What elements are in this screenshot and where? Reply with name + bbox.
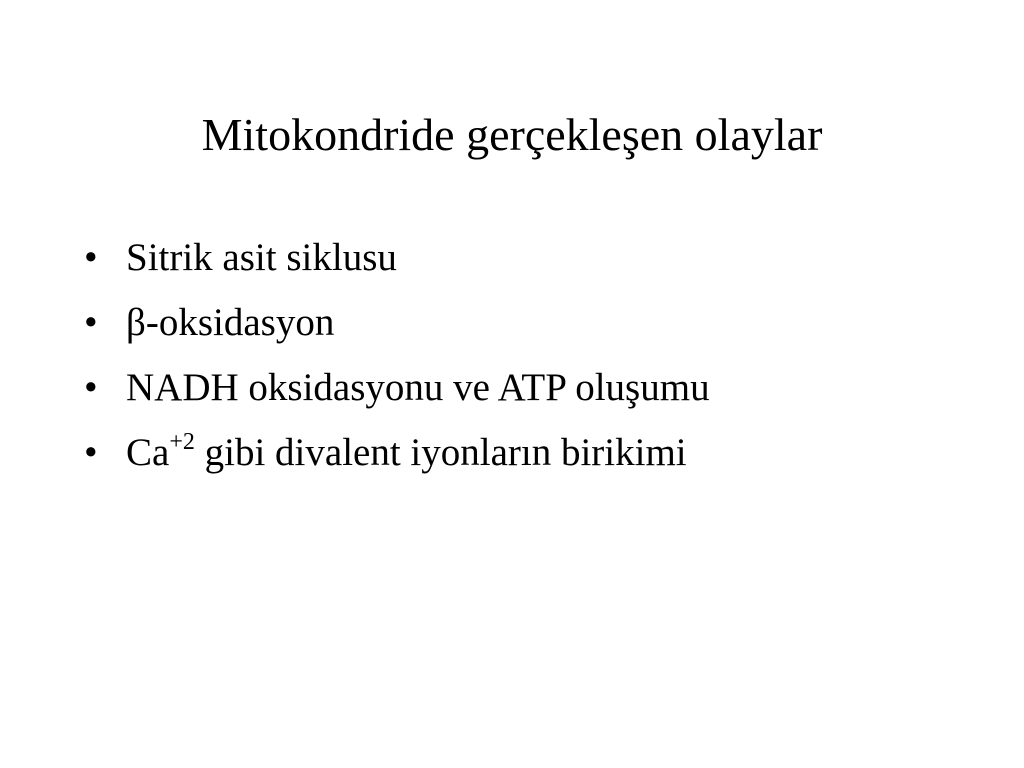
ion-charge-superscript: +2 <box>169 429 195 455</box>
bullet-icon: • <box>84 236 98 279</box>
bullet-icon: • <box>84 431 98 474</box>
bullet-icon: • <box>84 366 98 409</box>
bullet-text-suffix: gibi divalent iyonların birikimi <box>194 431 687 474</box>
bullet-text: NADH oksidasyonu ve ATP oluşumu <box>126 366 710 409</box>
bullet-text: Sitrik asit siklusu <box>126 236 397 279</box>
ion-symbol: Ca <box>126 431 170 474</box>
bullet-icon: • <box>84 301 98 344</box>
slide-title: Mitokondride gerçekleşen olaylar <box>201 109 823 160</box>
bullet-text <box>126 425 687 481</box>
bullet-text: β-oksidasyon <box>126 301 335 344</box>
